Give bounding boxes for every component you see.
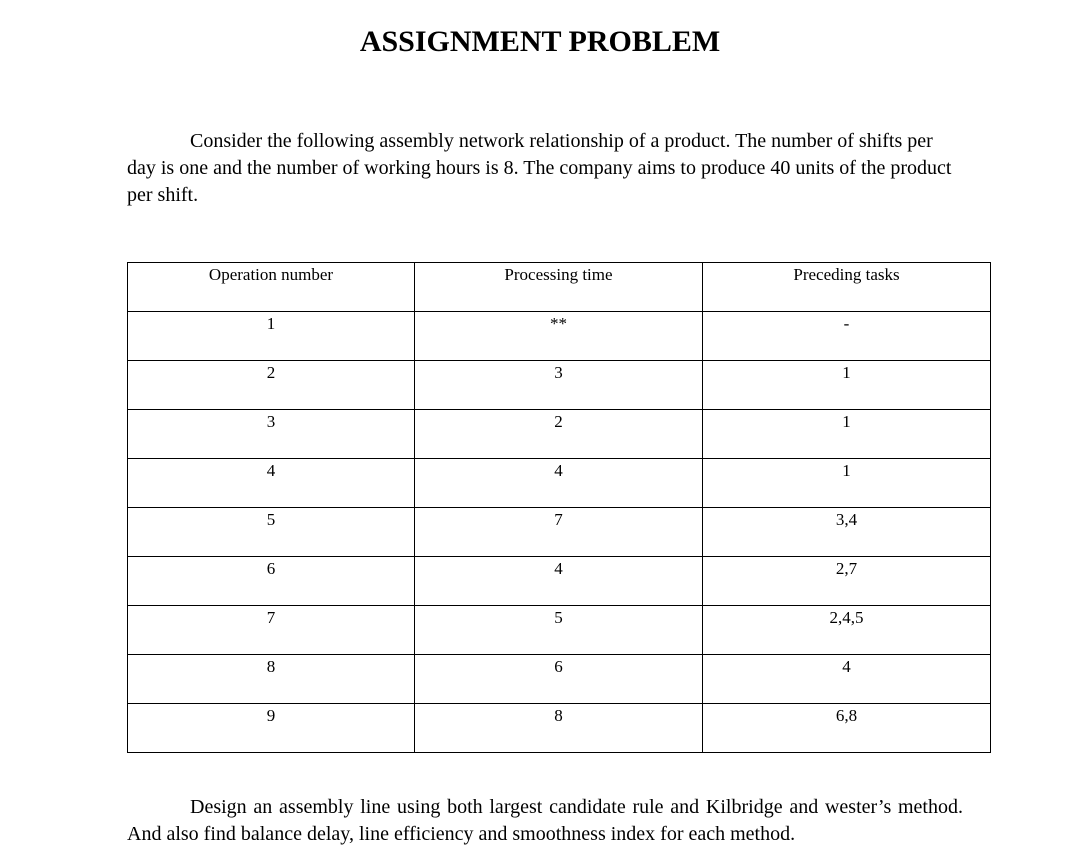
preceding-tasks-cell: 1 <box>703 410 991 459</box>
processing-time-cell: 4 <box>415 459 703 508</box>
preceding-tasks-cell: - <box>703 312 991 361</box>
processing-time-cell: 3 <box>415 361 703 410</box>
operation-number-cell: 9 <box>128 704 415 753</box>
processing-time-cell: 6 <box>415 655 703 704</box>
page-title: ASSIGNMENT PROBLEM <box>359 25 721 58</box>
header-processing-time: Processing time <box>415 263 703 312</box>
task-paragraph: Design an assembly line using both largest candidate rule and Kilbridge and wester’s method. And also find balance delay, line efficiency and smoothness index for each method. <box>127 796 963 845</box>
table-row <box>128 655 991 704</box>
processing-time-cell: 5 <box>415 606 703 655</box>
processing-time-cell: 7 <box>415 508 703 557</box>
preceding-tasks-cell: 3,4 <box>703 508 991 557</box>
processing-time-cell: ** <box>415 312 703 361</box>
operation-number-cell: 5 <box>128 508 415 557</box>
operation-number-cell: 7 <box>128 606 415 655</box>
header-operation-number: Operation number <box>128 263 415 312</box>
table-row <box>128 606 991 655</box>
operation-number-cell: 1 <box>128 312 415 361</box>
table-header-row <box>128 263 991 312</box>
table-row <box>128 704 991 753</box>
table-row <box>128 508 991 557</box>
operation-number-cell: 8 <box>128 655 415 704</box>
preceding-tasks-cell: 1 <box>703 459 991 508</box>
table-row <box>128 312 991 361</box>
operation-number-cell: 4 <box>128 459 415 508</box>
processing-time-cell: 2 <box>415 410 703 459</box>
table-row <box>128 361 991 410</box>
operation-number-cell: 3 <box>128 410 415 459</box>
preceding-tasks-cell: 1 <box>703 361 991 410</box>
processing-time-cell: 8 <box>415 704 703 753</box>
table-row <box>128 410 991 459</box>
processing-time-cell: 4 <box>415 557 703 606</box>
header-preceding-tasks: Preceding tasks <box>703 263 991 312</box>
table-row <box>128 557 991 606</box>
operation-number-cell: 2 <box>128 361 415 410</box>
operations-table <box>127 262 991 753</box>
preceding-tasks-cell: 6,8 <box>703 704 991 753</box>
table-row <box>128 459 991 508</box>
preceding-tasks-cell: 4 <box>703 655 991 704</box>
intro-paragraph: Consider the following assembly network relationship of a product. The number of shifts per day is one and the number of working hours is 8. The company aims to produce 40 units of the product per shift. <box>127 130 952 206</box>
operation-number-cell: 6 <box>128 557 415 606</box>
preceding-tasks-cell: 2,7 <box>703 557 991 606</box>
preceding-tasks-cell: 2,4,5 <box>703 606 991 655</box>
